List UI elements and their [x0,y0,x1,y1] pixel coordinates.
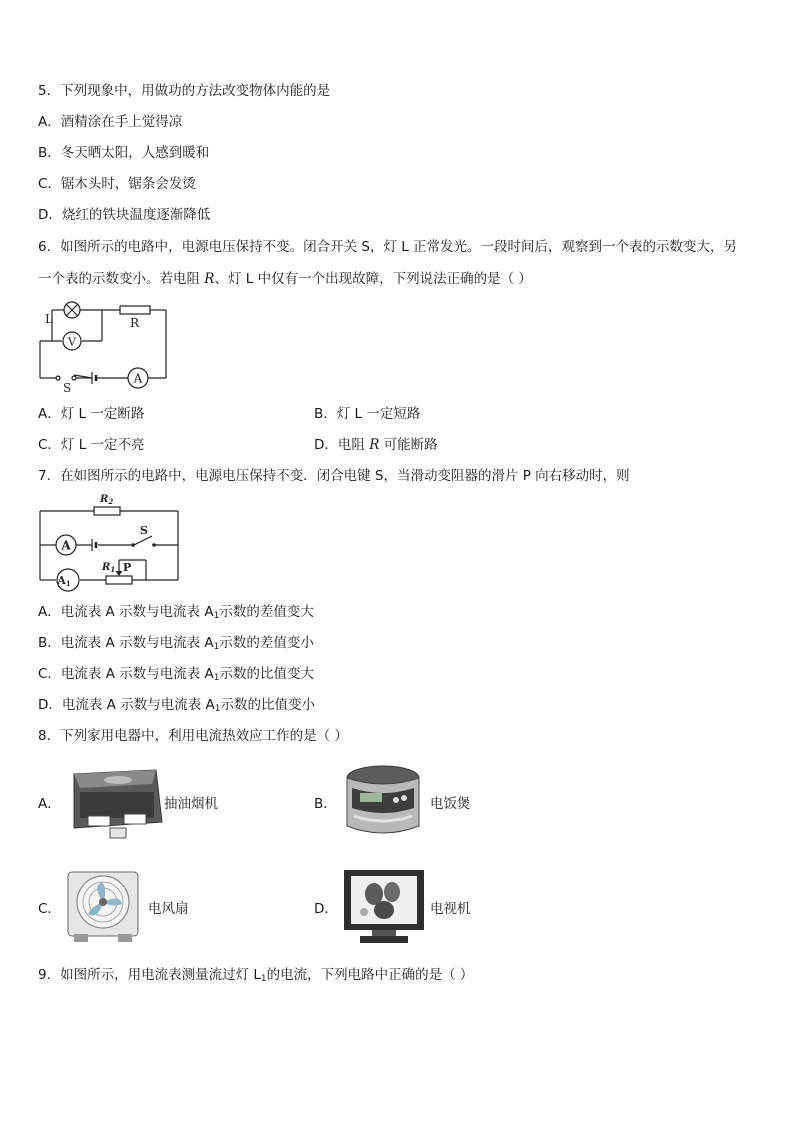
resistor-icon [120,306,150,314]
r2-label: $R_2$ [100,494,114,506]
q6-option-d: D．电阻 R 可能断路 [314,437,438,453]
battery-icon [92,539,96,551]
q5-option-a: A．酒精涂在手上觉得凉 [38,114,183,130]
q5-option-b: B．冬天晒太阳，人感到暖和 [38,145,210,161]
q8-stem: 8．下列家用电器中，利用电流热效应工作的是（ ） [38,728,348,744]
q7-stem: 7．在如图所示的电路中，电源电压保持不变．闭合电键 S，当滑动变阻器的滑片 P 向右移动时，则 [38,468,630,484]
lamp-icon [64,302,80,318]
q7-option-b: B．电流表 A 示数与电流表 $A_1$示数的差值变小 [38,635,314,652]
range-hood-image [66,762,164,840]
switch-label: S [63,381,72,395]
resistor-label: R [130,316,140,330]
q8-option-d-letter: D． [314,901,338,917]
q9-stem: 9．如图所示，用电流表测量流过灯 $L_1$的电流，下列电路中正确的是（ ） [38,967,474,984]
q8-option-c-letter: C． [38,901,61,917]
q5-stem: 5．下列现象中，用做功的方法改变物体内能的是 [38,83,331,99]
ammeter-a1-label: A1 [57,574,71,588]
q6-option-b: B．灯 L 一定短路 [314,406,421,422]
battery-icon [92,372,96,384]
q6-option-c: C．灯 L 一定不亮 [38,437,145,453]
rheostat-r1-icon [106,576,132,584]
q5-option-c: C．锯木头时，锯条会发烫 [38,176,196,192]
q8-option-a-label: 抽油烟机 [164,796,218,812]
ammeter-label: A [133,371,143,386]
q6-stem-line2: 一个表的示数变小。若电阻 R、灯 L 中仅有一个出现故障，下列说法正确的是（ ） [38,271,532,287]
q8-option-c-label: 电风扇 [148,901,189,917]
q8-option-b-label: 电饭煲 [430,796,471,812]
electric-fan-image [62,868,146,946]
r1-label: $R_1$ [102,562,116,574]
q7-option-c: C．电流表 A 示数与电流表 $A_1$示数的比值变大 [38,666,315,683]
q7-circuit-diagram [36,492,186,592]
resistor-r2-icon [94,507,120,515]
q8-option-b-letter: B． [314,796,337,812]
q7-option-d: D．电流表 A 示数与电流表 $A_1$示数的比值变小 [38,697,315,714]
television-image [342,868,426,946]
q8-option-d-label: 电视机 [430,901,471,917]
lamp-label: L [45,312,53,326]
q6-circuit-diagram [30,296,180,395]
slider-label: P [123,561,132,574]
switch-label: S [140,524,148,537]
q8-option-a-letter: A． [38,796,61,812]
ammeter-a-label: A [61,538,71,553]
voltmeter-label: V [68,335,76,349]
q5-option-d: D．烧红的铁块温度逐渐降低 [38,207,211,223]
switch-icon [56,376,76,380]
rice-cooker-image [340,760,426,844]
q7-option-a: A．电流表 A 示数与电流表 $A_1$示数的差值变大 [38,604,314,621]
q6-option-a: A．灯 L 一定断路 [38,406,145,422]
q6-stem-line1: 6．如图所示的电路中，电源电压保持不变。闭合开关 S，灯 L 正常发光。一段时间后，观察到一个表的示数变大，另 [38,239,738,255]
